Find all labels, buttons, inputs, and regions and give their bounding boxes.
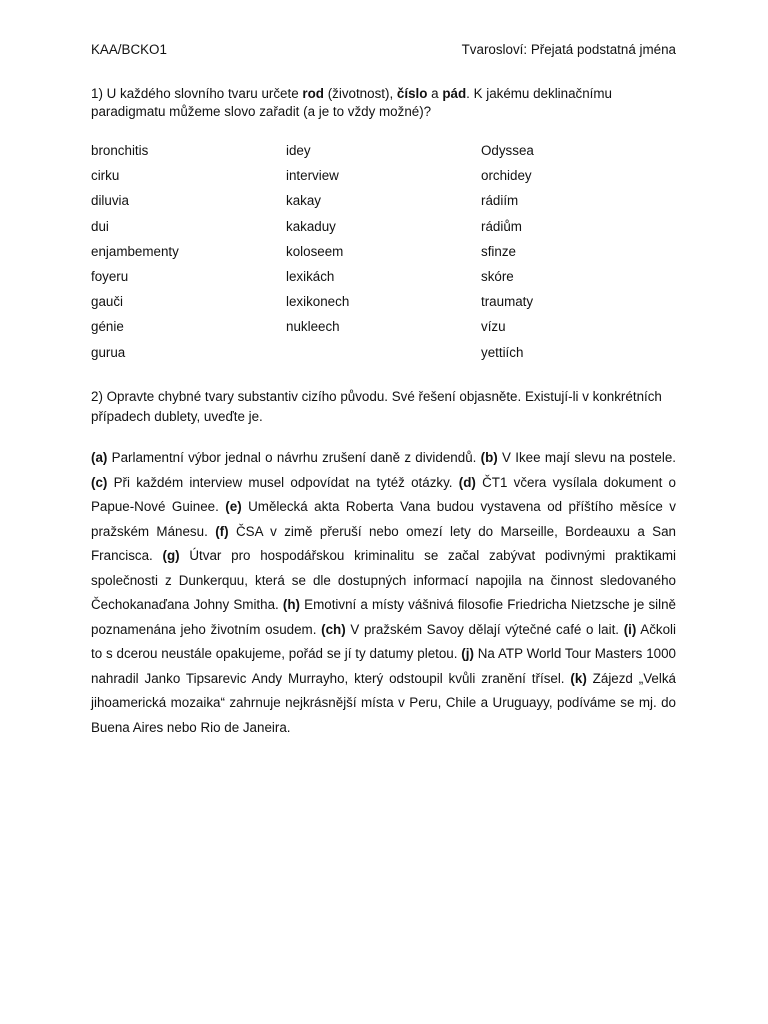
word-item: foyeru: [91, 268, 129, 284]
sentence-text: Při každém interview musel odpovídat na tytéž otázky.: [107, 474, 459, 490]
sentence-label: (g): [162, 548, 180, 563]
sentence-text: Umělecká akta Roberta Vana budou vystavena od příštího měsíce v pražském Mánesu.: [91, 499, 677, 539]
sentence-text: Parlamentní výbor jednal o návrhu zrušení daně z dividendů.: [107, 450, 481, 465]
sentence-label: (e): [225, 499, 242, 514]
sentence-label: (i): [623, 621, 637, 637]
task-1-keyword: pád: [442, 86, 467, 101]
sentence-label: (j): [461, 646, 474, 661]
sentence-label: (b): [480, 450, 498, 465]
word-item: skóre: [481, 268, 514, 284]
word-item: diluvia: [91, 193, 129, 209]
sentence-text: V Ikee mají slevu na postele.: [497, 450, 676, 465]
word-item: gurua: [91, 344, 126, 360]
word-item: enjambementy: [91, 243, 179, 259]
sentence-text: Emotivní a místy vášnivá filosofie Friedricha Nietzsche je silně poznamenána jeho životním osudem.: [91, 597, 676, 637]
word-item: Odyssea: [481, 143, 534, 158]
sentence-label: (f): [215, 523, 229, 539]
sentence-text: Zájezd „Velká jihoamerická mozaika“ zahrnuje nejkrásnější místa v Peru, Chile a Uruguayy, podíváme se mj. do Buena Aires nebo Rio de Janeira.: [91, 670, 676, 735]
word-item: traumaty: [481, 294, 534, 310]
word-item: génie: [91, 319, 124, 335]
course-code: KAA/BCKO1: [91, 42, 167, 57]
task-1-instructions: [91, 85, 676, 121]
word-item: rádiům: [481, 218, 522, 234]
word-item: orchidey: [481, 168, 532, 184]
sentence-text: Na ATP World Tour Masters 1000 nahradil Janko Tipsarevic Andy Murrayho, který odstoupil kvůli zranění třísel.: [91, 646, 676, 686]
task-1-keyword: rod: [302, 86, 324, 101]
sentence-text: V pražském Savoy dělají výtečné café o lait.: [345, 621, 624, 637]
sentence-label: (a): [91, 450, 108, 465]
task-1-text: (životnost),: [323, 86, 397, 101]
sentence-text: ČT1 včera vysílala dokument o Papue-Nové Guinee.: [91, 474, 676, 514]
sentence-label: (h): [282, 597, 301, 612]
sentence-label: (c): [91, 474, 108, 490]
page-header: [91, 42, 676, 57]
task-1-keyword: číslo: [396, 86, 428, 101]
word-item: cirku: [91, 168, 120, 184]
sentence-text: Ačkoli to s dcerou neustále opakujeme, pořád se jí ty datumy pletou.: [91, 621, 676, 661]
sentence-text: Útvar pro hospodářskou kriminalitu se začal zabývat podivnými praktikami společnosti z Dunkerquu, která se dle dostupných informací napojila na činnost sledovaného Čechokanaďana Johny Smitha.: [91, 548, 676, 612]
task-1-text: . K jakému deklinačnímu paradigmatu můžeme slovo zařadit (a je to vždy možné)?: [91, 86, 613, 119]
word-item: gauči: [91, 294, 124, 310]
word-form-list: [91, 142, 676, 370]
word-item: bronchitis: [91, 143, 149, 158]
word-item: dui: [91, 218, 109, 234]
word-item: sfinze: [481, 243, 516, 259]
word-item: koloseem: [286, 243, 344, 259]
word-item: rádiím: [481, 193, 519, 209]
word-item: lexikách: [286, 268, 335, 284]
word-column-1: [91, 142, 179, 369]
word-item: idey: [286, 143, 311, 158]
task-1-text: a: [427, 86, 443, 101]
word-item: kakaduy: [286, 218, 336, 234]
word-column-2: [286, 142, 349, 344]
word-item: lexikonech: [286, 294, 350, 310]
word-item: kakay: [286, 193, 321, 209]
task-2-instructions: 2) Opravte chybné tvary substantiv cizího původu. Své řešení objasněte. Existují-li v konkrétních případech dublety, uveďte je.: [91, 389, 662, 424]
sentence-label: (k): [570, 670, 587, 686]
sentence-label: (d): [458, 474, 476, 490]
word-item: interview: [286, 168, 339, 184]
sentence-label: (ch): [321, 621, 346, 637]
word-item: yettiích: [481, 344, 524, 360]
word-item: nukleech: [286, 319, 340, 335]
task-1-text: 1) U každého slovního tvaru určete: [91, 86, 303, 101]
word-column-3: [481, 142, 534, 369]
word-item: vízu: [481, 319, 506, 335]
exercise-paragraph: [91, 446, 676, 740]
page-topic: Tvarosloví: Přejatá podstatná jména: [461, 42, 676, 57]
sentence-text: ČSA v zimě přeruší nebo omezí lety do Marseille, Bordeauxu a San Francisca.: [91, 523, 677, 563]
